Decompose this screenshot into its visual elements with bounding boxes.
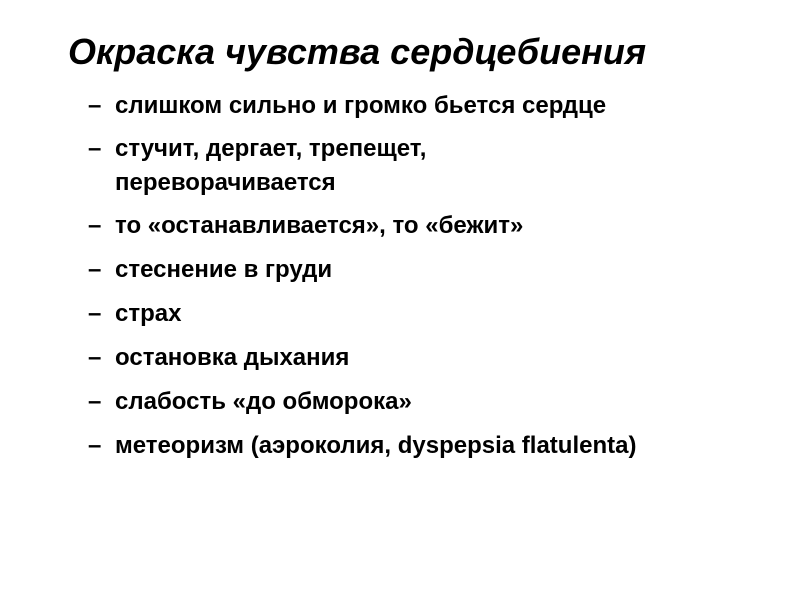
list-item-text: слишком сильно и громко бьется сердце xyxy=(115,92,607,119)
bullet-dash: – xyxy=(88,92,102,119)
bullet-dash: – xyxy=(88,300,102,327)
slide-title: Окраска чувства сердцебиения xyxy=(68,31,647,72)
list-item xyxy=(88,384,793,420)
bullet-list xyxy=(88,88,793,472)
list-item-text: стеснение в груди xyxy=(115,256,333,283)
list-item-text: слабость «до обморока» xyxy=(115,388,412,415)
bullet-dash: – xyxy=(88,432,102,459)
list-item xyxy=(88,428,793,464)
list-item-text: стучит, дергает, трепещет, переворачивается xyxy=(115,135,427,196)
list-item xyxy=(88,252,793,288)
list-item xyxy=(88,88,793,124)
bullet-dash: – xyxy=(88,388,102,415)
list-item xyxy=(88,296,793,332)
list-item xyxy=(88,340,793,376)
list-item-text: остановка дыхания xyxy=(115,344,350,371)
list-item xyxy=(88,208,793,244)
list-item-text: страх xyxy=(115,300,182,327)
list-item-text: метеоризм (аэроколия, dyspepsia flatulenta) xyxy=(115,432,637,459)
bullet-dash: – xyxy=(88,256,102,283)
bullet-dash: – xyxy=(88,135,102,162)
bullet-dash: – xyxy=(88,344,102,371)
list-item-text: то «останавливается», то «бежит» xyxy=(115,212,524,239)
list-item xyxy=(88,132,538,200)
bullet-dash: – xyxy=(88,212,102,239)
